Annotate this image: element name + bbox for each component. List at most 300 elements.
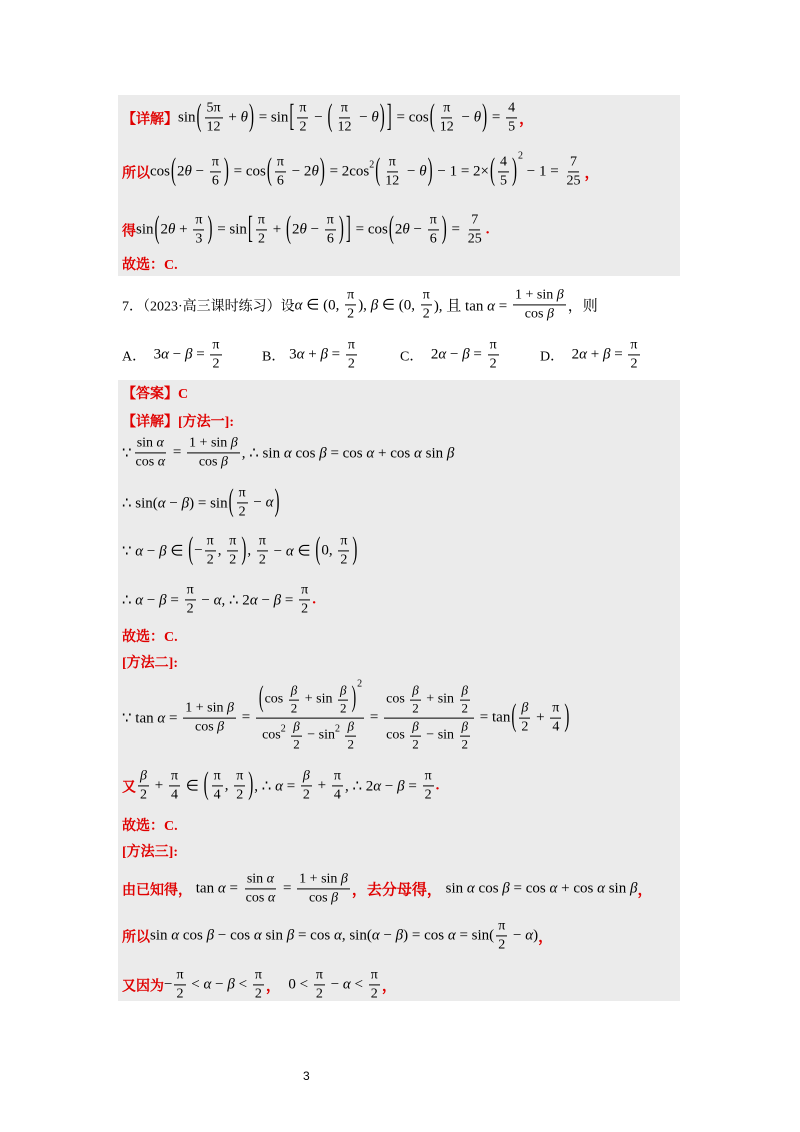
fraction bbox=[460, 720, 471, 753]
open-bracket: ( bbox=[429, 100, 435, 134]
bracket-group bbox=[429, 100, 488, 135]
fraction-numerator bbox=[275, 154, 286, 172]
math-text: π bbox=[176, 967, 184, 983]
math-text: 2 bbox=[347, 306, 355, 322]
bracket-content bbox=[177, 154, 223, 189]
red-label: 故选：C. bbox=[122, 819, 178, 834]
math-text: 2 bbox=[339, 700, 347, 716]
math-text: , ∴ 2α − β = bbox=[344, 778, 421, 795]
math-text: cos bbox=[386, 692, 409, 708]
math-text: π bbox=[388, 154, 396, 170]
math-text: , bbox=[247, 542, 255, 559]
red-text: . bbox=[435, 777, 440, 794]
math-text: 2 bbox=[340, 552, 348, 568]
math-text: 2 bbox=[238, 504, 246, 520]
fraction bbox=[410, 684, 421, 717]
math-text: 2 bbox=[257, 231, 265, 247]
math-text: 2 bbox=[412, 700, 419, 716]
fraction-numerator bbox=[421, 287, 432, 305]
close-bracket: ) bbox=[512, 154, 518, 188]
fraction-denominator bbox=[421, 306, 432, 323]
open-bracket: ( bbox=[196, 100, 202, 134]
red-label: 【详解】[方法一]: bbox=[122, 415, 234, 430]
fraction-numerator bbox=[301, 768, 312, 786]
math-text: β bbox=[521, 700, 529, 716]
fraction-denominator bbox=[256, 231, 267, 248]
close-bracket: ) bbox=[427, 154, 433, 188]
math-text: ), 且 tan α = bbox=[433, 298, 511, 315]
fraction-denominator bbox=[338, 701, 349, 717]
math-text: , ∴ α = bbox=[254, 778, 299, 795]
fraction-denominator bbox=[253, 986, 264, 1003]
red-label: 故选：C. bbox=[122, 258, 178, 273]
bracket-group bbox=[288, 100, 392, 135]
math-text: π bbox=[422, 287, 430, 303]
math-text: 2 bbox=[630, 356, 638, 372]
math-text: 2 bbox=[461, 700, 469, 716]
math-text: = bbox=[488, 109, 505, 126]
fraction-denominator bbox=[466, 231, 484, 248]
fraction-numerator bbox=[498, 154, 509, 172]
method-2-heading bbox=[122, 652, 178, 672]
math-text: α ∈ (0, bbox=[294, 297, 344, 314]
math-text: 0, bbox=[321, 542, 337, 559]
math-text: sin α cos β = cos α + cos α sin β bbox=[441, 880, 638, 897]
close-bracket: ) bbox=[241, 533, 247, 567]
solution-line bbox=[122, 918, 553, 953]
math-text: = bbox=[447, 221, 464, 238]
fraction-denominator bbox=[338, 552, 349, 569]
answer-choice-line bbox=[122, 815, 178, 835]
bracket-group bbox=[388, 212, 448, 247]
math-text: − sin bbox=[303, 727, 335, 743]
math-text: sin α bbox=[136, 435, 164, 451]
bracket-group bbox=[170, 154, 230, 189]
fraction-numerator bbox=[345, 720, 355, 737]
page-number: 3 bbox=[303, 1069, 310, 1083]
math-text: π bbox=[340, 533, 348, 549]
math-text: 4 bbox=[552, 719, 560, 735]
fraction-numerator bbox=[135, 435, 166, 453]
open-bracket: ( bbox=[315, 533, 321, 567]
open-bracket: ( bbox=[388, 212, 394, 246]
math-text: = sin bbox=[254, 109, 289, 126]
fraction bbox=[519, 700, 530, 735]
math-text: 4 bbox=[171, 787, 178, 803]
math-text: 12 bbox=[206, 119, 221, 135]
math-text: = bbox=[366, 709, 383, 726]
math-text: = cos bbox=[229, 163, 266, 180]
math-text: 6 bbox=[211, 173, 219, 189]
red-label: 故选：C. bbox=[122, 630, 178, 645]
fraction-numerator bbox=[338, 533, 349, 551]
math-text: 2 bbox=[229, 552, 237, 568]
math-text: π bbox=[276, 154, 284, 170]
fraction-numerator bbox=[513, 287, 566, 305]
fraction bbox=[345, 720, 356, 753]
math-text: cos β bbox=[308, 890, 339, 906]
superscript: 2 bbox=[357, 678, 363, 690]
math-text: = 2cos bbox=[325, 163, 370, 180]
fraction-numerator bbox=[256, 212, 267, 230]
fraction-numerator bbox=[227, 533, 238, 551]
fraction-denominator bbox=[169, 787, 180, 804]
math-text: β bbox=[290, 682, 298, 698]
fraction-denominator bbox=[550, 719, 561, 736]
fraction bbox=[244, 871, 278, 906]
fraction-denominator bbox=[260, 719, 360, 753]
fraction-numerator bbox=[138, 768, 149, 786]
math-text: ∵ bbox=[122, 445, 132, 462]
option-d bbox=[540, 337, 642, 372]
bracket-group bbox=[187, 533, 247, 568]
math-text: cos bbox=[264, 692, 287, 708]
math-text: 2 bbox=[140, 787, 147, 803]
fraction bbox=[253, 967, 264, 1002]
math-text: − bbox=[194, 542, 203, 559]
math-text: − α < bbox=[326, 976, 367, 993]
red-label: 得 bbox=[122, 224, 136, 239]
fraction bbox=[237, 485, 248, 520]
close-bracket: ) bbox=[482, 100, 488, 134]
fraction-denominator bbox=[257, 552, 268, 569]
math-text: sin bbox=[136, 221, 154, 238]
fraction bbox=[210, 154, 221, 189]
fraction-numerator bbox=[257, 533, 268, 551]
math-text: 2θ − bbox=[177, 163, 208, 180]
red-text: ， bbox=[381, 978, 397, 995]
fraction-numerator bbox=[256, 678, 364, 719]
fraction-denominator bbox=[314, 986, 325, 1003]
fraction-numerator bbox=[289, 684, 299, 701]
math-text: ∈ bbox=[182, 778, 203, 795]
fraction-numerator bbox=[205, 533, 216, 551]
math-text: 2α + β = bbox=[564, 346, 627, 363]
fraction-numerator bbox=[469, 212, 480, 230]
bracket-content bbox=[161, 212, 207, 247]
plain-text: B． bbox=[262, 349, 286, 364]
math-text: 2θ − bbox=[291, 221, 323, 238]
superscript: 2 bbox=[518, 150, 524, 162]
fraction-denominator bbox=[519, 719, 530, 736]
math-text: 2 bbox=[258, 552, 266, 568]
math-text: 2θ + bbox=[160, 221, 192, 238]
fraction bbox=[275, 154, 286, 189]
red-text: . bbox=[312, 591, 316, 608]
fraction bbox=[257, 533, 268, 568]
fraction bbox=[338, 533, 349, 568]
close-bracket: ) bbox=[379, 100, 385, 134]
fraction-denominator bbox=[210, 356, 221, 373]
fraction-numerator bbox=[338, 684, 348, 701]
math-text: = cos bbox=[392, 109, 429, 126]
math-text: 2 bbox=[461, 736, 469, 752]
fraction-numerator bbox=[297, 100, 308, 118]
fraction-denominator bbox=[301, 787, 312, 804]
math-text: 2 bbox=[206, 552, 214, 568]
math-text: = bbox=[279, 880, 296, 897]
fraction bbox=[332, 768, 343, 803]
math-text: π bbox=[238, 485, 246, 501]
superscript: 2 bbox=[334, 723, 340, 735]
fraction bbox=[628, 337, 639, 372]
math-text: 6 bbox=[276, 173, 284, 189]
close-bracket: ) bbox=[441, 212, 447, 246]
math-text: , ∴ sin α cos β = cos α + cos α sin β bbox=[241, 445, 455, 462]
math-text: π bbox=[443, 100, 451, 116]
math-text: 2 bbox=[498, 937, 506, 953]
fraction bbox=[498, 154, 509, 189]
math-text: 4 bbox=[213, 787, 221, 803]
math-text: 12 bbox=[439, 119, 454, 135]
fraction bbox=[301, 768, 312, 803]
fraction-numerator bbox=[423, 768, 434, 786]
math-text: 3 bbox=[195, 231, 203, 247]
math-text: 2 bbox=[315, 986, 323, 1002]
red-label: [方法三]: bbox=[122, 845, 178, 860]
open-bracket: ( bbox=[285, 212, 291, 246]
superscript: 2 bbox=[280, 723, 286, 735]
fraction-denominator bbox=[496, 937, 507, 954]
red-text: ， bbox=[637, 882, 653, 899]
math-text: β bbox=[412, 682, 419, 698]
red-text: ， bbox=[584, 165, 600, 182]
fraction-numerator bbox=[568, 154, 579, 172]
fraction-denominator bbox=[460, 701, 471, 717]
math-text bbox=[286, 728, 290, 744]
fraction bbox=[438, 100, 456, 135]
bracket-content bbox=[210, 768, 248, 803]
math-text: 2 bbox=[347, 356, 355, 372]
math-text: 2 bbox=[302, 787, 310, 803]
fraction-denominator bbox=[325, 231, 336, 248]
math-text: 2 bbox=[236, 787, 244, 803]
fraction-numerator bbox=[519, 700, 530, 718]
solution-line bbox=[122, 435, 454, 470]
fraction-denominator bbox=[384, 719, 474, 753]
option-a bbox=[122, 337, 224, 372]
fraction bbox=[338, 684, 349, 717]
fraction-numerator bbox=[460, 684, 470, 701]
solution-line bbox=[122, 967, 397, 1002]
bracket-content bbox=[194, 533, 240, 568]
fraction-numerator bbox=[345, 287, 356, 305]
fraction-numerator bbox=[193, 212, 204, 230]
math-text: , bbox=[217, 542, 226, 559]
method-1-heading bbox=[122, 411, 234, 431]
bracket-content bbox=[333, 100, 378, 135]
fraction-denominator bbox=[335, 119, 353, 136]
open-bracket: ( bbox=[258, 683, 264, 715]
fraction-numerator bbox=[346, 337, 357, 355]
bracket-content bbox=[265, 684, 351, 717]
fraction bbox=[134, 435, 168, 470]
math-text: 2θ − bbox=[394, 221, 426, 238]
math-text: − α) bbox=[509, 927, 539, 944]
fraction-denominator bbox=[205, 119, 223, 136]
math-text: π bbox=[347, 287, 355, 303]
close-bracket: ) bbox=[319, 154, 325, 188]
fraction-numerator bbox=[332, 768, 343, 786]
math-text: 2 bbox=[299, 119, 307, 135]
fraction bbox=[297, 871, 350, 906]
math-text: − bbox=[310, 109, 327, 126]
fraction-denominator bbox=[193, 719, 226, 736]
math-text: β bbox=[293, 718, 300, 734]
bracket-content bbox=[273, 154, 319, 189]
solution-line bbox=[122, 150, 600, 189]
plain-text: C． bbox=[400, 349, 424, 364]
plain-text: A． bbox=[122, 349, 147, 364]
math-text: − sin bbox=[422, 727, 458, 743]
close-bracket: ) bbox=[207, 212, 213, 246]
math-text: − 1 = 2× bbox=[433, 163, 490, 180]
math-text: 2 bbox=[254, 986, 262, 1002]
math-text: π bbox=[254, 967, 262, 983]
math-text: , bbox=[224, 777, 233, 794]
math-text: ), β ∈ (0, bbox=[358, 297, 419, 314]
math-text: π bbox=[186, 582, 194, 598]
open-bracket: ( bbox=[375, 154, 381, 188]
open-bracket: ( bbox=[188, 533, 194, 567]
math-text: 2 bbox=[412, 736, 419, 752]
bracket-group bbox=[258, 684, 357, 717]
fraction-denominator bbox=[438, 119, 456, 136]
math-text: − θ bbox=[355, 109, 379, 126]
math-text: π bbox=[170, 768, 179, 784]
fraction-denominator bbox=[346, 356, 357, 373]
math-text: cos α bbox=[245, 890, 276, 906]
bracket-group bbox=[228, 485, 281, 520]
math-text: β bbox=[140, 768, 147, 784]
math-text: β bbox=[412, 718, 419, 734]
fraction-denominator bbox=[205, 552, 216, 569]
solution-line bbox=[122, 212, 489, 247]
math-text: π bbox=[211, 154, 219, 170]
fraction-numerator bbox=[496, 918, 507, 936]
fraction-denominator bbox=[410, 736, 421, 752]
math-text: + bbox=[268, 221, 285, 238]
fraction-numerator bbox=[325, 212, 336, 230]
math-text: + bbox=[151, 777, 167, 794]
method-3-heading bbox=[122, 841, 178, 861]
question-7-stem bbox=[122, 287, 598, 322]
fraction-numerator bbox=[369, 967, 380, 985]
fraction-denominator bbox=[297, 119, 308, 136]
fraction-numerator bbox=[628, 337, 639, 355]
superscript: 2 bbox=[369, 159, 375, 171]
red-text: ， bbox=[519, 111, 535, 128]
math-text: sin bbox=[178, 109, 196, 126]
math-text: 2α − β = bbox=[423, 346, 486, 363]
math-text: β bbox=[461, 718, 469, 734]
close-bracket: ) bbox=[564, 700, 570, 734]
math-text: + sin bbox=[422, 692, 458, 708]
fraction bbox=[183, 700, 236, 735]
math-text: 12 bbox=[337, 119, 352, 135]
math-text bbox=[340, 728, 344, 744]
fraction-numerator bbox=[169, 768, 180, 786]
math-text: 2 bbox=[293, 736, 300, 752]
fraction-numerator bbox=[428, 212, 439, 230]
math-text: + sin bbox=[301, 692, 336, 708]
math-text: + θ bbox=[224, 109, 248, 126]
math-text: 2 bbox=[176, 986, 184, 1002]
math-text: 5 bbox=[508, 119, 516, 135]
red-label: 又因为 bbox=[122, 979, 164, 994]
close-bracket: ] bbox=[345, 212, 351, 246]
math-text: cos β bbox=[195, 719, 225, 735]
red-label: 【答案】C bbox=[122, 387, 189, 402]
fraction-denominator bbox=[289, 701, 300, 717]
math-text: 25 bbox=[566, 173, 581, 189]
math-text: π bbox=[299, 100, 307, 116]
fraction-numerator bbox=[291, 720, 301, 737]
fraction-denominator bbox=[291, 736, 302, 752]
math-text: − bbox=[164, 976, 173, 993]
fraction bbox=[210, 337, 221, 372]
math-text: 2 bbox=[212, 356, 220, 372]
fraction-denominator bbox=[175, 986, 186, 1003]
fraction bbox=[314, 967, 325, 1002]
math-text: π bbox=[340, 100, 348, 116]
option-b bbox=[262, 337, 359, 372]
math-text: π bbox=[258, 533, 266, 549]
fraction-numerator bbox=[384, 684, 474, 719]
open-bracket: [ bbox=[247, 212, 253, 246]
fraction-denominator bbox=[410, 701, 421, 717]
fraction bbox=[496, 918, 507, 953]
close-bracket: ) bbox=[248, 100, 254, 134]
fraction bbox=[428, 212, 439, 247]
open-bracket: ( bbox=[203, 768, 209, 802]
close-bracket: ] bbox=[386, 100, 392, 134]
bracket-content bbox=[496, 154, 511, 189]
fraction-numerator bbox=[314, 967, 325, 985]
math-text: β bbox=[339, 682, 347, 698]
fraction bbox=[410, 720, 421, 753]
fraction bbox=[256, 212, 267, 247]
fraction bbox=[564, 154, 582, 189]
math-text: 2 bbox=[424, 787, 432, 803]
bracket-content bbox=[203, 100, 248, 135]
fraction bbox=[256, 678, 364, 753]
fraction bbox=[289, 684, 300, 717]
fraction bbox=[460, 684, 471, 717]
solution-line bbox=[122, 871, 652, 906]
fraction-numerator bbox=[187, 435, 240, 453]
math-text: π bbox=[315, 967, 323, 983]
red-text: ，去分母得， bbox=[351, 882, 442, 899]
math-text: 2 bbox=[290, 700, 298, 716]
math-text: π bbox=[429, 212, 437, 228]
math-text: − θ bbox=[403, 163, 427, 180]
bracket-group bbox=[314, 533, 358, 568]
math-text: π bbox=[489, 337, 497, 353]
math-text: cos bbox=[386, 727, 409, 743]
fraction bbox=[421, 287, 432, 322]
solution-line bbox=[122, 100, 534, 135]
solution-line bbox=[122, 533, 358, 568]
fraction-denominator bbox=[345, 306, 356, 323]
fraction-denominator bbox=[428, 231, 439, 248]
fraction bbox=[291, 720, 302, 753]
fraction-denominator bbox=[506, 119, 517, 136]
plain-text: 7．（2023·高三课时练习）设 bbox=[122, 299, 295, 314]
fraction-numerator bbox=[205, 100, 223, 118]
fraction-denominator bbox=[299, 601, 310, 618]
fraction-numerator bbox=[174, 967, 185, 985]
